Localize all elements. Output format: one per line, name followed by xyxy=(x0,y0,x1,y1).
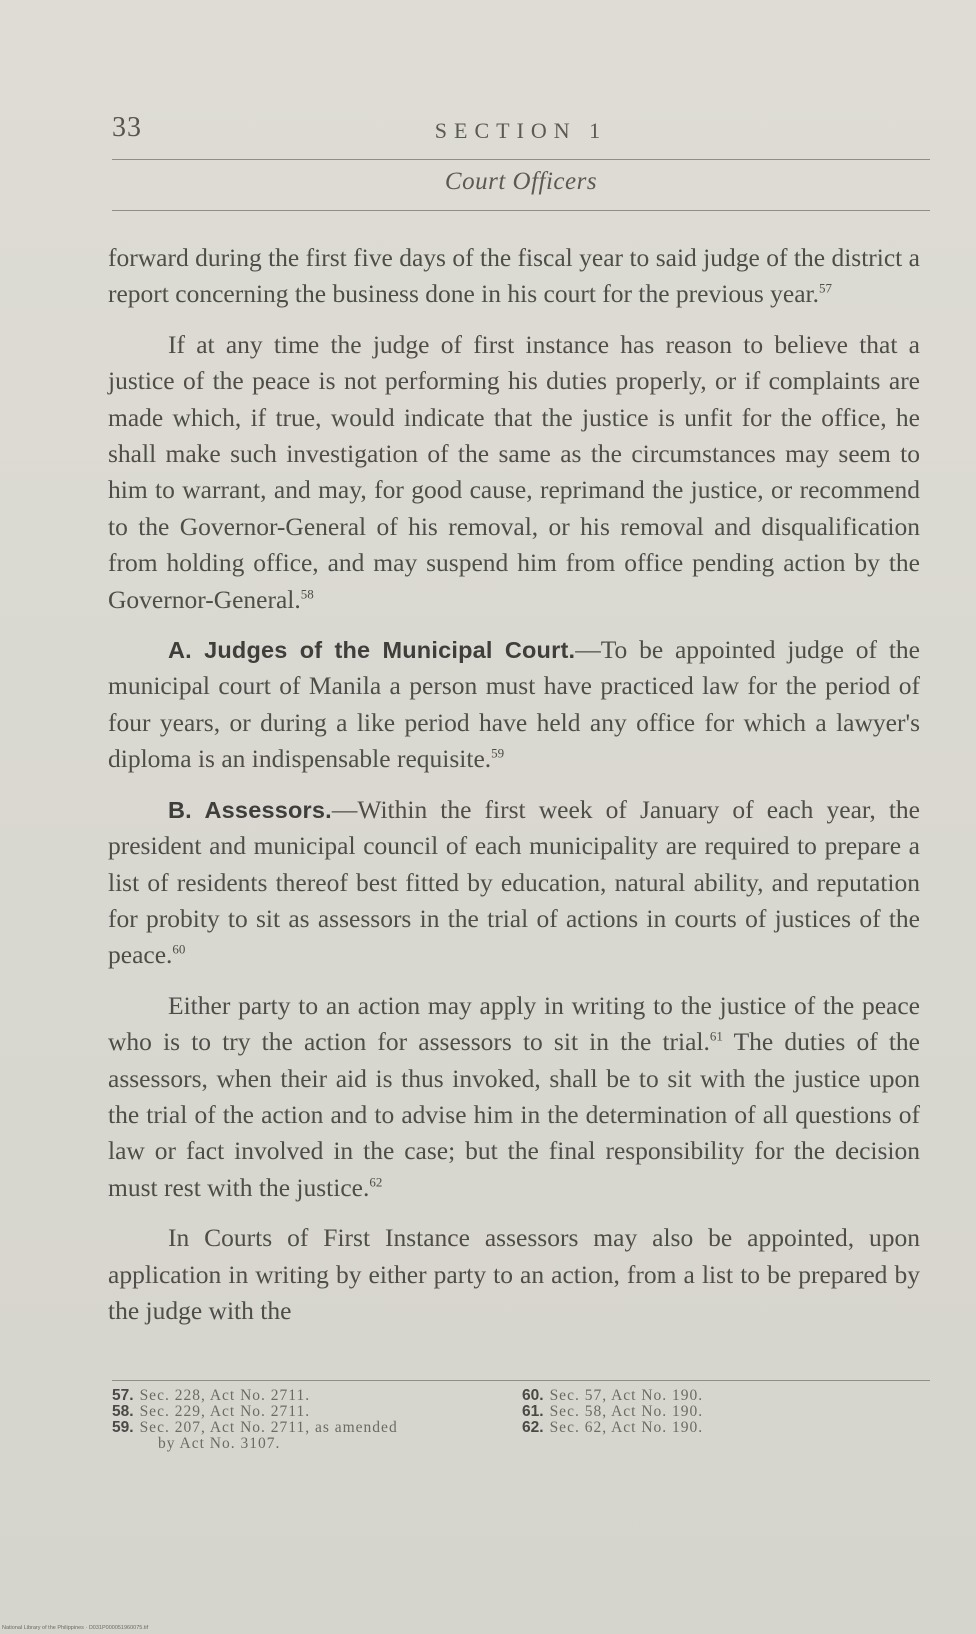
footnote-number: 57. xyxy=(112,1387,134,1404)
footnote-ref-57: 57 xyxy=(818,280,832,296)
footnote-ref-61: 61 xyxy=(709,1028,723,1044)
paragraph-5 xyxy=(108,988,920,1206)
footnote-text: Sec. 58, Act No. 190. xyxy=(549,1403,704,1420)
paragraph-6-text: In Courts of First Instance assessors may also be appointed, upon application in writing by either party to an action, from a list to be prepared by the judge with the xyxy=(108,1223,920,1325)
footnote-ref-59: 59 xyxy=(491,745,505,761)
footnotes-right-column xyxy=(522,1388,922,1436)
footnote-58 xyxy=(112,1404,512,1420)
paragraph-1 xyxy=(108,240,920,313)
footnote-number: 60. xyxy=(522,1387,544,1404)
footnote-number: 62. xyxy=(522,1419,544,1436)
paragraph-2-text: If at any time the judge of first instance has reason to believe that a justice of the peace is not performing his duties properly, or if complaints are made which, if true, would indicate that the justice is unfit for the office, he shall make such investigation of the same as the circumstances may seem to him to warrant, and may, for good cause, reprimand the justice, or recommend to the Governor-General of his removal, or his removal and disqualification from holding office, and may suspend him from office pending action by the Governor-General. xyxy=(108,329,920,614)
footnote-60 xyxy=(522,1388,922,1404)
footnote-number: 59. xyxy=(112,1419,134,1436)
paragraph-1-text: forward during the first five days of the fiscal year to said judge of the district a report concerning the business done in his court for the previous year. xyxy=(108,243,920,309)
running-head: Court Officers xyxy=(444,168,598,195)
footnote-62 xyxy=(522,1420,922,1436)
header-rule-bottom xyxy=(112,210,930,211)
footnote-59-continuation: by Act No. 3107. xyxy=(158,1435,281,1452)
section-title: SECTION 1 xyxy=(434,118,608,143)
footnote-number: 58. xyxy=(112,1403,134,1420)
footnote-text: Sec. 62, Act No. 190. xyxy=(549,1419,704,1436)
paragraph-4-text: —Within the first week of January of each year, the president and municipal council of each municipality are required to prepare a list of residents thereof best fitted by education, natural ability, and reputation for probity to sit as assessors in the trial of actions in courts of justices of the peace. xyxy=(108,794,920,970)
paragraph-5-text-b: The duties of the assessors, when their aid is thus invoked, shall be to sit with the justice upon the trial of the action and to advise him in the determination of all questions of law or fact involved in the case; but the final responsibility for the decision must rest with the justice. xyxy=(108,1027,920,1202)
footnote-rule xyxy=(112,1380,930,1381)
paragraph-3 xyxy=(108,632,920,778)
header-rule-top xyxy=(112,159,930,160)
body-text xyxy=(108,240,920,1343)
footnote-59 xyxy=(112,1420,512,1436)
footnote-text: Sec. 57, Act No. 190. xyxy=(549,1387,704,1404)
footnote-61 xyxy=(522,1404,922,1420)
page-number: 33 xyxy=(112,112,142,143)
footnote-ref-60: 60 xyxy=(172,941,186,957)
paragraph-6 xyxy=(108,1220,920,1329)
footnote-text: Sec. 228, Act No. 2711. xyxy=(139,1387,311,1404)
heading-judges-municipal-court: A. Judges of the Municipal Court. xyxy=(168,637,576,664)
footnote-text: Sec. 229, Act No. 2711. xyxy=(139,1403,311,1420)
footnote-ref-62: 62 xyxy=(369,1174,383,1190)
paragraph-2 xyxy=(108,327,920,618)
paragraph-3-text: —To be appointed judge of the municipal court of Manila a person must have practiced law for the period of four years, or during a like period have held any office for which a lawyer's diploma is an indispensable requisite. xyxy=(108,635,920,774)
footnote-ref-58: 58 xyxy=(300,586,314,602)
footnote-57 xyxy=(112,1388,512,1404)
footnote-text: Sec. 207, Act No. 2711, as amended xyxy=(139,1419,398,1436)
footnote-number: 61. xyxy=(522,1403,544,1420)
scan-credit: National Library of the Philippines · D031P000051960075.tif xyxy=(2,1625,149,1631)
heading-assessors: B. Assessors. xyxy=(168,796,332,823)
paragraph-5-text-a: Either party to an action may apply in writing to the justice of the peace who is to try the action for assessors to sit in the trial. xyxy=(108,990,920,1057)
footnotes-left-column xyxy=(112,1388,512,1452)
paragraph-4 xyxy=(108,792,920,974)
